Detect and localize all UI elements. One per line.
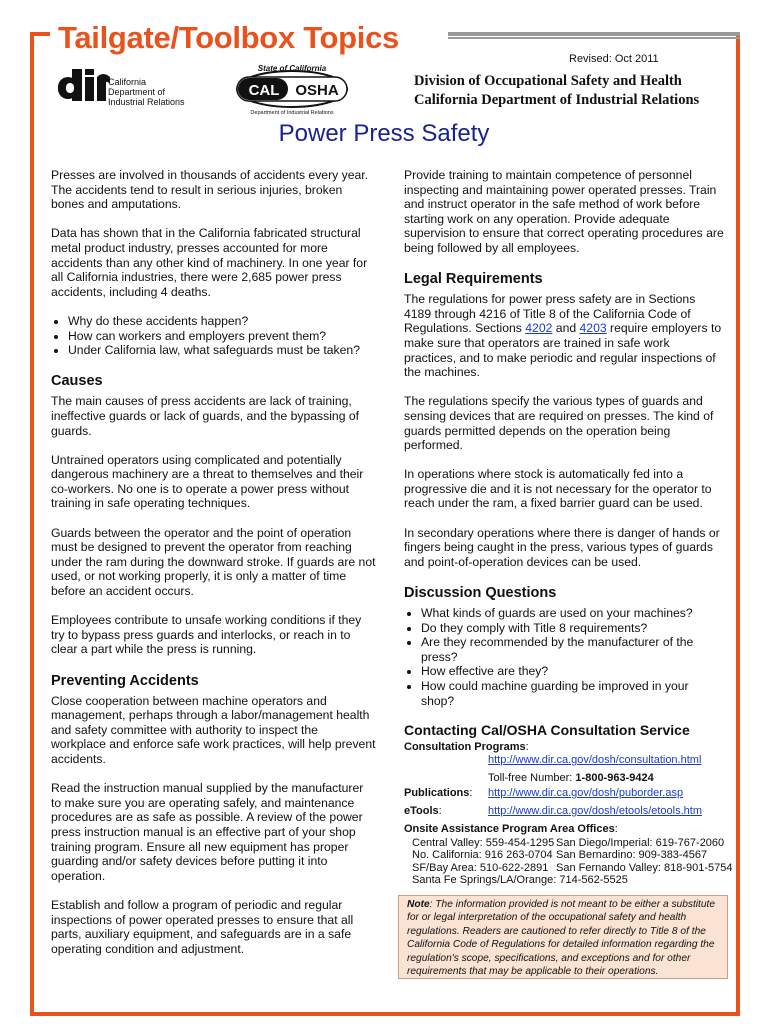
- etools-link[interactable]: http://www.dir.ca.gov/dosh/etools/etools.htm: [488, 805, 703, 817]
- causes-paragraph-4: Employees contribute to unsafe working conditions if they try to bypass press guards and interlocks, or reach in to clear a part while the press is running.: [51, 613, 362, 657]
- legal-text: The regulations for power press safety are in Sections 4189 through 4216 of Title 8 of the California Code of Regulations. Sections: [404, 292, 696, 336]
- frame-top-right-grey-bar-2: [448, 37, 740, 39]
- contact-block: [404, 724, 734, 887]
- consultation-programs-link[interactable]: http://www.dir.ca.gov/dosh/consultation.html: [488, 754, 702, 766]
- office-entry: San Bernardino: 909-383-4567: [556, 849, 708, 861]
- office-row: [412, 849, 734, 862]
- office-entry: San Fernando Valley: 818-901-5754: [556, 861, 733, 874]
- legal-requirements-heading: Legal Requirements: [404, 271, 543, 288]
- etools-row: eTools: http://www.dir.ca.gov/dosh/etools/etools.htm: [404, 805, 703, 817]
- list-item: • What kinds of guards are used on your machines?: [421, 606, 724, 621]
- dir-logo-text: [108, 77, 185, 107]
- header-title: Tailgate/Toolbox Topics: [50, 18, 407, 58]
- frame-left-bar: [30, 32, 34, 1016]
- office-entry: No. California: 916 263-0704: [412, 849, 553, 861]
- agency-line-2: California Department of Industrial Relations: [414, 92, 700, 108]
- intro-paragraph-1: Presses are involved in thousands of accidents every year. The accidents tend to result in serious injuries, broken bones and amputations.: [51, 168, 369, 212]
- office-entry: Santa Fe Springs/LA/Orange: 714-562-5525: [412, 874, 628, 886]
- prevent-paragraph-2: Read the instruction manual supplied by the manufacturer to make sure you are operating safely, and maintenance procedures are as safe as possible. A review of the power press instruction manual is an effective part of your shop training program. Ensure all new equipment has proper guarding and/or safety devices before putting it into operation.: [51, 781, 364, 883]
- legal-paragraph-1: [404, 292, 724, 380]
- causes-paragraph-2: Untrained operators using complicated and potentially dangerous machinery are a threat to themselves and their co-workers. No one is to operate a power press without training in safe operating techniques.: [51, 452, 364, 511]
- office-row: [412, 874, 734, 887]
- intro-paragraph-2: Data has shown that in the California fabricated structural metal product industry, presses accounted for more accidents than any other kind of machinery. In one year for all California industries, there were 2,685 power press accidents, including 4 deaths.: [51, 226, 368, 299]
- note-text: : The information provided is not meant to be either a substitute for or legal interpretation of the occupational safety and health regulations. Readers are cautioned to refer directly to Title 8 of the California Code of Regulations for detailed information regarding the regulation's scope, specifications, and exceptions and for other requirements that may be applicable to their operations.: [407, 899, 716, 978]
- onsite-label: Onsite Assistance Program Area Offices: [404, 823, 615, 835]
- list-item: • Are they recommended by the manufacturer of the press?: [421, 635, 724, 664]
- office-entry: SF/Bay Area: 510-622-2891: [412, 861, 549, 874]
- legal-paragraph-2: The regulations specify the various types of guards and sensing devices that are required on presses. The kind of guards permitted depends on the operation being performed.: [404, 394, 714, 453]
- agency-block: [414, 72, 699, 110]
- disclaimer-note: [398, 895, 728, 979]
- discussion-questions-list: [404, 606, 724, 708]
- consultation-url-row: [404, 754, 734, 768]
- office-entry: Central Valley: 559-454-1295: [412, 836, 555, 849]
- onsite-row: Onsite Assistance Program Area Offices:: [404, 823, 618, 835]
- dir-text-line-1: California: [108, 77, 147, 87]
- left-column: [51, 168, 376, 971]
- training-paragraph: Provide training to maintain competence of personnel inspecting and maintaining power operated presses. Train and instruct operator in the safe method of work before starting work on any operation. Provide adequate supervision to ensure that correct operating procedures are being followed by all employees.: [404, 168, 724, 255]
- prevent-paragraph-1: Close cooperation between machine operators and management, perhaps through a labor/management health and safety committee with authority to inspect the workplace and enforce safe work practices, will help prevent accidents.: [51, 693, 376, 766]
- calosha-top-text: State of California: [257, 64, 327, 73]
- calosha-cal-text: CAL: [248, 82, 280, 99]
- legal-paragraph-3: In operations where stock is automatically fed into a progressive die and it is not necessary for the operator to reach under the ram, a fixed barrier guard can be used.: [404, 467, 712, 511]
- contact-heading: Contacting Cal/OSHA Consultation Service: [404, 722, 690, 738]
- agency-line-1: Division of Occupational Safety and Health: [414, 73, 682, 89]
- calosha-logo: [232, 62, 352, 117]
- section-4202-link[interactable]: 4202: [525, 321, 553, 336]
- intro-questions-list: [51, 314, 376, 358]
- list-item: • Why do these accidents happen?: [68, 314, 376, 329]
- frame-right-bar: [736, 32, 740, 1016]
- dir-text-line-2: Department of: [108, 87, 166, 97]
- revised-date: Revised: Oct 2011: [569, 53, 659, 65]
- section-4203-link[interactable]: 4203: [579, 321, 607, 336]
- list-item: • Under California law, what safeguards must be taken?: [68, 343, 376, 358]
- frame-bottom-bar: [30, 1012, 740, 1016]
- list-item: • How can workers and employers prevent them?: [68, 329, 376, 344]
- preventing-accidents-heading: Preventing Accidents: [51, 672, 199, 689]
- consultation-programs-row: Consultation Programs:: [404, 740, 529, 753]
- tollfree-row: [404, 772, 734, 786]
- publications-row: Publications: http://www.dir.ca.gov/dosh/puborder.asp: [404, 787, 684, 799]
- list-item: • Do they comply with Title 8 requirements?: [421, 621, 724, 636]
- tollfree-number: 1-800-963-9424: [575, 771, 654, 784]
- legal-paragraph-4: In secondary operations where there is danger of hands or fingers being caught in the press, various types of guards and point-of-operation devices can be used.: [404, 525, 720, 569]
- publications-link[interactable]: http://www.dir.ca.gov/dosh/puborder.asp: [488, 787, 684, 799]
- calosha-bottom-text: Department of Industrial Relations: [250, 110, 334, 116]
- discussion-questions-heading: Discussion Questions: [404, 585, 557, 602]
- causes-paragraph-1: The main causes of press accidents are lack of training, ineffective guards or lack of guards, and the bypassing of guards.: [51, 394, 360, 438]
- legal-text: require employers to make sure that operators are trained in safe work practices, and to make periodic and regular inspections of the machines.: [404, 321, 722, 380]
- calosha-osha-text: OSHA: [295, 82, 339, 99]
- consultation-programs-label: Consultation Programs: [404, 740, 526, 753]
- dir-text-line-3: Industrial Relations: [108, 97, 185, 107]
- right-column: [404, 168, 724, 723]
- office-entry: San Diego/Imperial: 619-767-2060: [556, 836, 725, 849]
- office-row: [412, 862, 734, 875]
- etools-label: eTools: [404, 805, 439, 817]
- publications-label: Publications: [404, 787, 470, 799]
- frame-top-right-grey-bar: [448, 32, 740, 36]
- prevent-paragraph-3: Establish and follow a program of periodic and regular inspections of power operated presses to ensure that all parts, auxiliary equipment, and safeguards are in a safe operating condition and adjustment.: [51, 897, 354, 956]
- offices-list: [404, 837, 734, 887]
- page-title: Power Press Safety: [278, 120, 490, 147]
- causes-heading: Causes: [51, 373, 103, 390]
- list-item: • How effective are they?: [421, 664, 724, 679]
- list-item: • How could machine guarding be improved in your shop?: [421, 679, 724, 708]
- note-label: Note: [407, 899, 430, 910]
- tollfree-label: Toll-free Number:: [488, 771, 576, 784]
- causes-paragraph-3: Guards between the operator and the point of operation must be designed to prevent the operator from reaching under the ram during the downward stroke. If guards are not used, or not working properly, it is only a matter of time before an accident occurs.: [51, 525, 376, 599]
- office-row: [412, 837, 734, 850]
- legal-text: and: [552, 321, 580, 336]
